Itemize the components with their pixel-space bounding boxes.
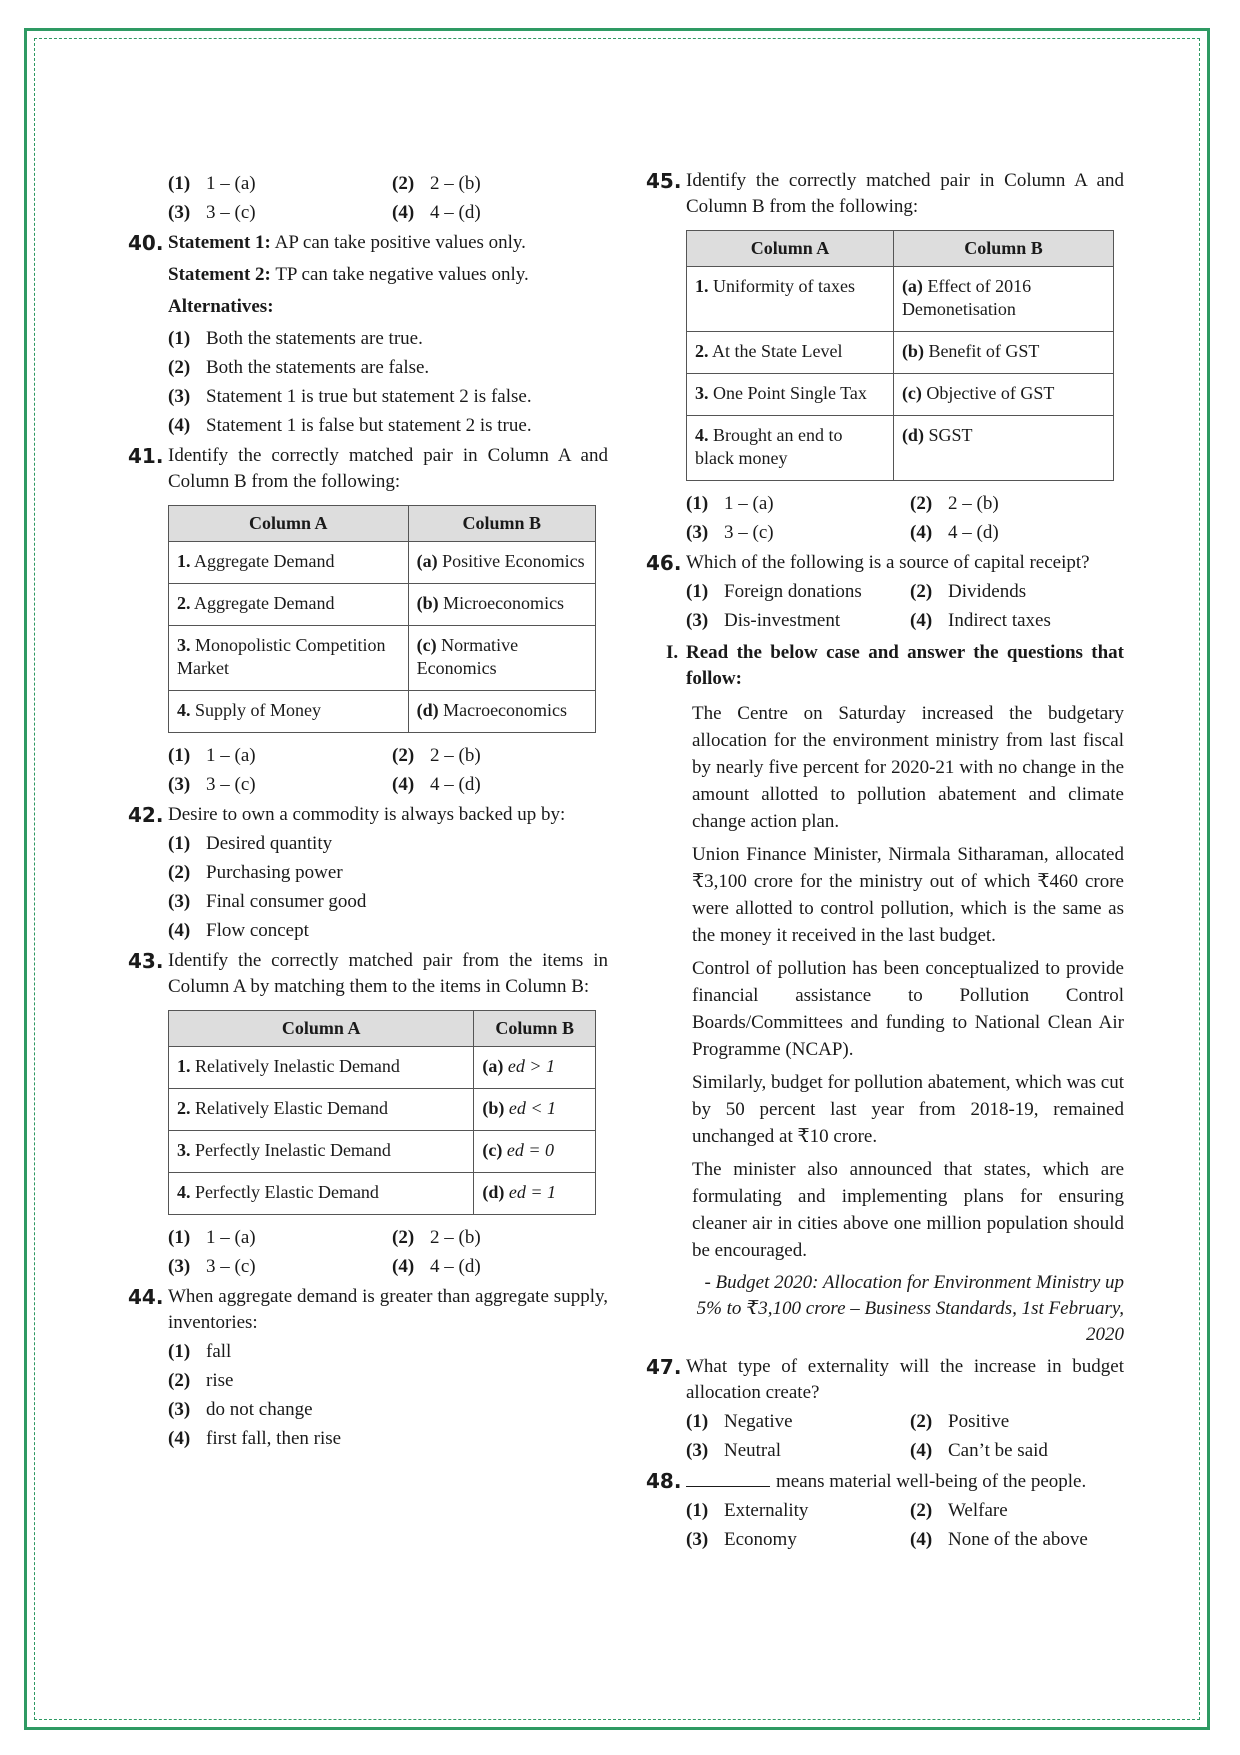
match-table [686, 230, 1114, 481]
option-2[interactable]: (2) 2 – (b) [392, 745, 481, 766]
column-b-header: Column B [893, 231, 1113, 267]
question-text: Desire to own a commodity is always backed up by: [168, 804, 566, 825]
case-heading: I. Read the below case and answer the questions that follow: [666, 642, 1124, 689]
option-1[interactable]: (1) 1 – (a) [168, 173, 256, 194]
question-44 [128, 1284, 608, 1452]
table-row: 2. Relatively Elastic Demand (b) ed < 1 [169, 1089, 596, 1131]
option-1[interactable]: (1) Externality [686, 1500, 809, 1521]
statement-2: Statement 2: TP can take negative values only. [168, 264, 529, 285]
case-paragraph: Similarly, budget for pollution abatement, which was cut by 50 percent last year from 2018-19, remained unchanged at ₹10 crore. [692, 1072, 1124, 1147]
right-column [646, 168, 1124, 1557]
option-4[interactable]: (4) Statement 1 is false but statement 2 is true. [168, 415, 532, 436]
option-3[interactable]: (3) 3 – (c) [168, 202, 256, 223]
column-a-header: Column A [169, 1011, 474, 1047]
option-2[interactable]: (2) Positive [910, 1411, 1010, 1432]
prev-question-options [128, 171, 608, 226]
case-paragraph: Union Finance Minister, Nirmala Sitharaman, allocated ₹3,100 crore for the ministry out of which ₹460 crore were allotted to control pollution, which is the same as the money it received in the last budget. [692, 844, 1124, 946]
question-number: 41. [128, 444, 164, 468]
question-47 [646, 1354, 1124, 1464]
answer-blank[interactable] [686, 1468, 770, 1487]
option-1[interactable]: (1) Desired quantity [168, 833, 333, 854]
left-column [128, 168, 608, 1456]
question-number: 47. [646, 1355, 682, 1379]
question-number: 46. [646, 551, 682, 575]
option-4[interactable]: (4) None of the above [910, 1529, 1088, 1550]
option-3[interactable]: (3) Final consumer good [168, 891, 367, 912]
table-row: 4. Brought an end to black money (d) SGST [687, 416, 1114, 481]
table-row: 3. Monopolistic Competition Market (c) Normative Economics [169, 626, 596, 691]
question-46 [646, 550, 1124, 634]
question-number: 48. [646, 1469, 682, 1493]
option-1[interactable]: (1) fall [168, 1341, 232, 1362]
statement-1: Statement 1: AP can take positive values only. [168, 232, 526, 253]
question-text: Identify the correctly matched pair in Column A and Column B from the following: [168, 445, 608, 492]
option-3[interactable]: (3) do not change [168, 1399, 313, 1420]
table-row: 3. One Point Single Tax (c) Objective of GST [687, 374, 1114, 416]
question-number: 42. [128, 803, 164, 827]
case-paragraph: The Centre on Saturday increased the budgetary allocation for the environment ministry from last fiscal by nearly five percent for 2020-21 with no change in the amount allotted to pollution abatement and climate change action plan. [692, 703, 1124, 832]
question-42 [128, 802, 608, 944]
question-number: 40. [128, 231, 164, 255]
option-1[interactable]: (1) Both the statements are true. [168, 328, 423, 349]
match-table [168, 1010, 596, 1215]
option-2[interactable]: (2) Welfare [910, 1500, 1008, 1521]
option-3[interactable]: (3) Economy [686, 1529, 797, 1550]
option-1[interactable]: (1) 1 – (a) [686, 493, 774, 514]
option-4[interactable]: (4) Indirect taxes [910, 610, 1051, 631]
option-1[interactable]: (1) Negative [686, 1411, 793, 1432]
option-3[interactable]: (3) Neutral [686, 1440, 781, 1461]
column-b-header: Column B [474, 1011, 596, 1047]
table-row: 1. Relatively Inelastic Demand (a) ed > 1 [169, 1047, 596, 1089]
table-row: 1. Uniformity of taxes (a) Effect of 2016 Demonetisation [687, 267, 1114, 332]
option-1[interactable]: (1) Foreign donations [686, 581, 862, 602]
question-45 [646, 168, 1124, 546]
table-row: 3. Perfectly Inelastic Demand (c) ed = 0 [169, 1131, 596, 1173]
case-source: - Budget 2020: Allocation for Environment Ministry up 5% to ₹3,100 crore – Business Standards, 1st February, 2020 [696, 1272, 1124, 1345]
table-row: 4. Perfectly Elastic Demand (d) ed = 1 [169, 1173, 596, 1215]
question-text: means material well-being of the people. [686, 1468, 1124, 1495]
column-a-header: Column A [687, 231, 894, 267]
table-row: 2. At the State Level (b) Benefit of GST [687, 332, 1114, 374]
question-43 [128, 948, 608, 1280]
table-row: 2. Aggregate Demand (b) Microeconomics [169, 584, 596, 626]
option-2[interactable]: (2) 2 – (b) [392, 1227, 481, 1248]
case-paragraph: Control of pollution has been conceptualized to provide financial assistance to Pollution Control Boards/Committees and funding to National Clean Air Programme (NCAP). [692, 958, 1124, 1060]
question-text: Identify the correctly matched pair in Column A and Column B from the following: [686, 170, 1124, 217]
option-2[interactable]: (2) 2 – (b) [392, 173, 481, 194]
option-3[interactable]: (3) 3 – (c) [168, 1256, 256, 1277]
column-a-header: Column A [169, 506, 409, 542]
table-row: 4. Supply of Money (d) Macroeconomics [169, 691, 596, 733]
question-41 [128, 443, 608, 798]
option-4[interactable]: (4) Can’t be said [910, 1440, 1048, 1461]
option-4[interactable]: (4) first fall, then rise [168, 1428, 342, 1449]
option-4[interactable]: (4) 4 – (d) [392, 774, 481, 795]
question-text: Identify the correctly matched pair from the items in Column A by matching them to the items in Column B: [168, 950, 608, 997]
option-2[interactable]: (2) Both the statements are false. [168, 357, 430, 378]
option-4[interactable]: (4) Flow concept [168, 920, 309, 941]
question-number: 43. [128, 949, 164, 973]
option-4[interactable]: (4) 4 – (d) [910, 522, 999, 543]
case-paragraph: The minister also announced that states, which are formulating and implementing plans for ensuring cleaner air in cities above one million population should be encouraged. [692, 1159, 1124, 1261]
question-text: Which of the following is a source of capital receipt? [686, 552, 1090, 573]
column-b-header: Column B [408, 506, 595, 542]
option-4[interactable]: (4) 4 – (d) [392, 202, 481, 223]
option-2[interactable]: (2) Dividends [910, 581, 1027, 602]
option-3[interactable]: (3) 3 – (c) [686, 522, 774, 543]
table-row: 1. Aggregate Demand (a) Positive Economics [169, 542, 596, 584]
question-40 [128, 230, 608, 439]
question-number: 45. [646, 169, 682, 193]
option-1[interactable]: (1) 1 – (a) [168, 1227, 256, 1248]
question-text: What type of externality will the increase in budget allocation create? [686, 1356, 1124, 1403]
option-4[interactable]: (4) 4 – (d) [392, 1256, 481, 1277]
option-3[interactable]: (3) 3 – (c) [168, 774, 256, 795]
match-table [168, 505, 596, 733]
option-3[interactable]: (3) Statement 1 is true but statement 2 is false. [168, 386, 532, 407]
option-2[interactable]: (2) 2 – (b) [910, 493, 999, 514]
option-3[interactable]: (3) Dis-investment [686, 610, 841, 631]
question-number: 44. [128, 1285, 164, 1309]
alternatives-label: Alternatives: [168, 296, 274, 317]
question-48 [646, 1468, 1124, 1553]
option-2[interactable]: (2) Purchasing power [168, 862, 343, 883]
option-1[interactable]: (1) 1 – (a) [168, 745, 256, 766]
question-text: When aggregate demand is greater than aggregate supply, inventories: [168, 1286, 608, 1333]
option-2[interactable]: (2) rise [168, 1370, 234, 1391]
